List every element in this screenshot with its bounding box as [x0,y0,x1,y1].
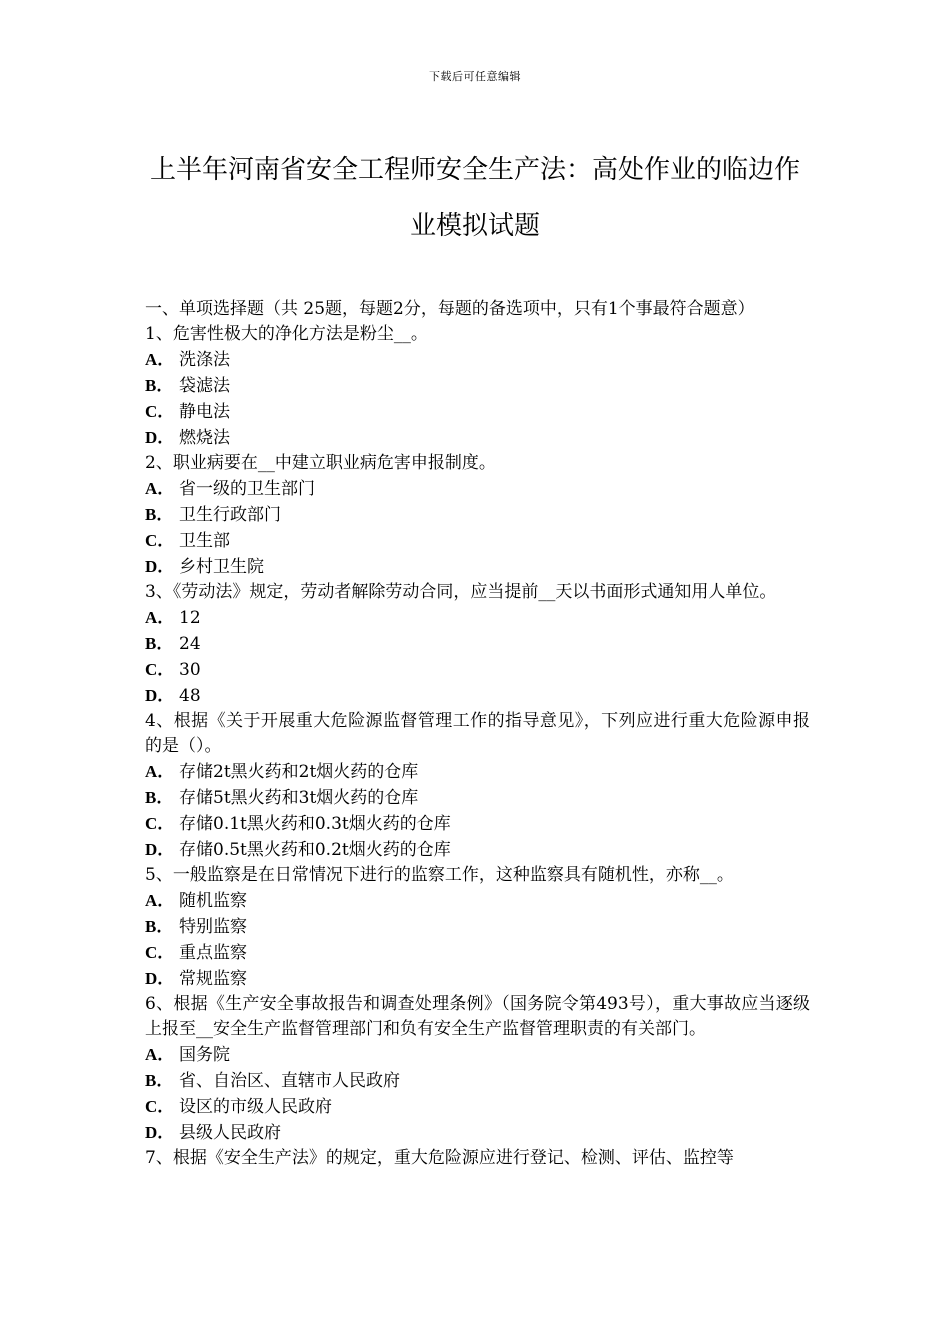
question-item [145,451,810,580]
option-letter: B． [145,788,174,807]
option-letter: D． [145,428,175,447]
question-stem: 6、根据《生产安全事故报告和调查处理条例》（国务院令第493号），重大事故应当逐级上报至__安全生产监督管理部门和负有安全生产监督管理职责的有关部门。 [145,994,810,1039]
answer-option [145,502,810,528]
answer-option [145,528,810,554]
question-stem: 7、根据《安全生产法》的规定，重大危险源应进行登记、检测、评估、监控等 [145,1148,734,1168]
answer-option [145,1068,810,1094]
answer-option [145,399,810,425]
option-letter: C． [145,531,175,550]
option-text: 24 [179,634,201,654]
answer-option [145,759,810,785]
question-stem: 1、危害性极大的净化方法是粉尘__。 [145,324,428,344]
option-text: 常规监察 [179,969,247,989]
option-letter: D． [145,686,175,705]
option-text: 12 [179,608,201,628]
option-letter: A． [145,1045,175,1064]
answer-option [145,657,810,683]
answer-option [145,914,810,940]
option-text: 设区的市级人民政府 [179,1097,332,1117]
question-stem: 2、职业病要在__中建立职业病危害申报制度。 [145,453,496,473]
answer-option [145,1042,810,1068]
answer-option [145,631,810,657]
option-letter: D． [145,969,175,988]
answer-option [145,785,810,811]
option-letter: B． [145,1071,174,1090]
header-note: 下载后可任意编辑 [429,70,521,83]
question-stem: 4、根据《关于开展重大危险源监督管理工作的指导意见》，下列应进行重大危险源申报的是（）。 [145,711,810,756]
option-text: 48 [179,686,201,706]
option-letter: A． [145,350,175,369]
answer-option [145,1120,810,1146]
option-letter: A． [145,891,175,910]
option-text: 存储0.1t黑火药和0.3t烟火药的仓库 [179,814,451,834]
question-item [145,709,810,863]
question-item [145,1146,810,1171]
option-text: 静电法 [179,402,230,422]
option-text: 存储5t黑火药和3t烟火药的仓库 [179,788,419,808]
question-list [145,322,810,1171]
question-item [145,992,810,1146]
option-text: 国务院 [179,1045,230,1065]
option-text: 燃烧法 [179,428,230,448]
option-text: 县级人民政府 [179,1123,281,1143]
answer-option [145,605,810,631]
question-item [145,580,810,709]
option-text: 存储0.5t黑火药和0.2t烟火药的仓库 [179,840,451,860]
option-letter: B． [145,505,174,524]
answer-option [145,940,810,966]
option-text: 袋滤法 [179,376,230,396]
answer-option [145,811,810,837]
option-letter: A． [145,479,175,498]
question-stem: 3、《劳动法》规定，劳动者解除劳动合同，应当提前__天以书面形式通知用人单位。 [145,582,777,602]
option-letter: C． [145,660,175,679]
option-text: 卫生行政部门 [179,505,281,525]
answer-option [145,554,810,580]
option-text: 洗涤法 [179,350,230,370]
option-letter: A． [145,762,175,781]
option-text: 省一级的卫生部门 [179,479,315,499]
option-text: 存储2t黑火药和2t烟火药的仓库 [179,762,419,782]
option-letter: B． [145,376,174,395]
answer-option [145,347,810,373]
option-letter: D． [145,557,175,576]
option-letter: C． [145,1097,175,1116]
answer-option [145,966,810,992]
option-text: 乡村卫生院 [179,557,264,577]
answer-option [145,425,810,451]
answer-option [145,888,810,914]
option-text: 特别监察 [179,917,247,937]
option-letter: C． [145,402,175,421]
question-item [145,322,810,451]
answer-option [145,373,810,399]
answer-option [145,476,810,502]
option-text: 卫生部 [179,531,230,551]
answer-option [145,837,810,863]
answer-option [145,683,810,709]
option-letter: C． [145,943,175,962]
option-text: 30 [179,660,201,680]
option-letter: B． [145,634,174,653]
option-letter: A． [145,608,175,627]
option-letter: B． [145,917,174,936]
document-body [145,297,810,1171]
question-stem: 5、一般监察是在日常情况下进行的监察工作，这种监察具有随机性，亦称__。 [145,865,734,885]
section-heading: 一、单项选择题（共 25题，每题2分，每题的备选项中，只有1个事最符合题意） [145,299,755,319]
option-letter: D． [145,840,175,859]
option-text: 重点监察 [179,943,247,963]
answer-option [145,1094,810,1120]
option-letter: C． [145,814,175,833]
question-item [145,863,810,992]
document-title: 上半年河南省安全工程师安全生产法：高处作业的临边作业模拟试题 [150,155,801,241]
option-letter: D． [145,1123,175,1142]
option-text: 随机监察 [179,891,247,911]
option-text: 省、自治区、直辖市人民政府 [179,1071,400,1091]
